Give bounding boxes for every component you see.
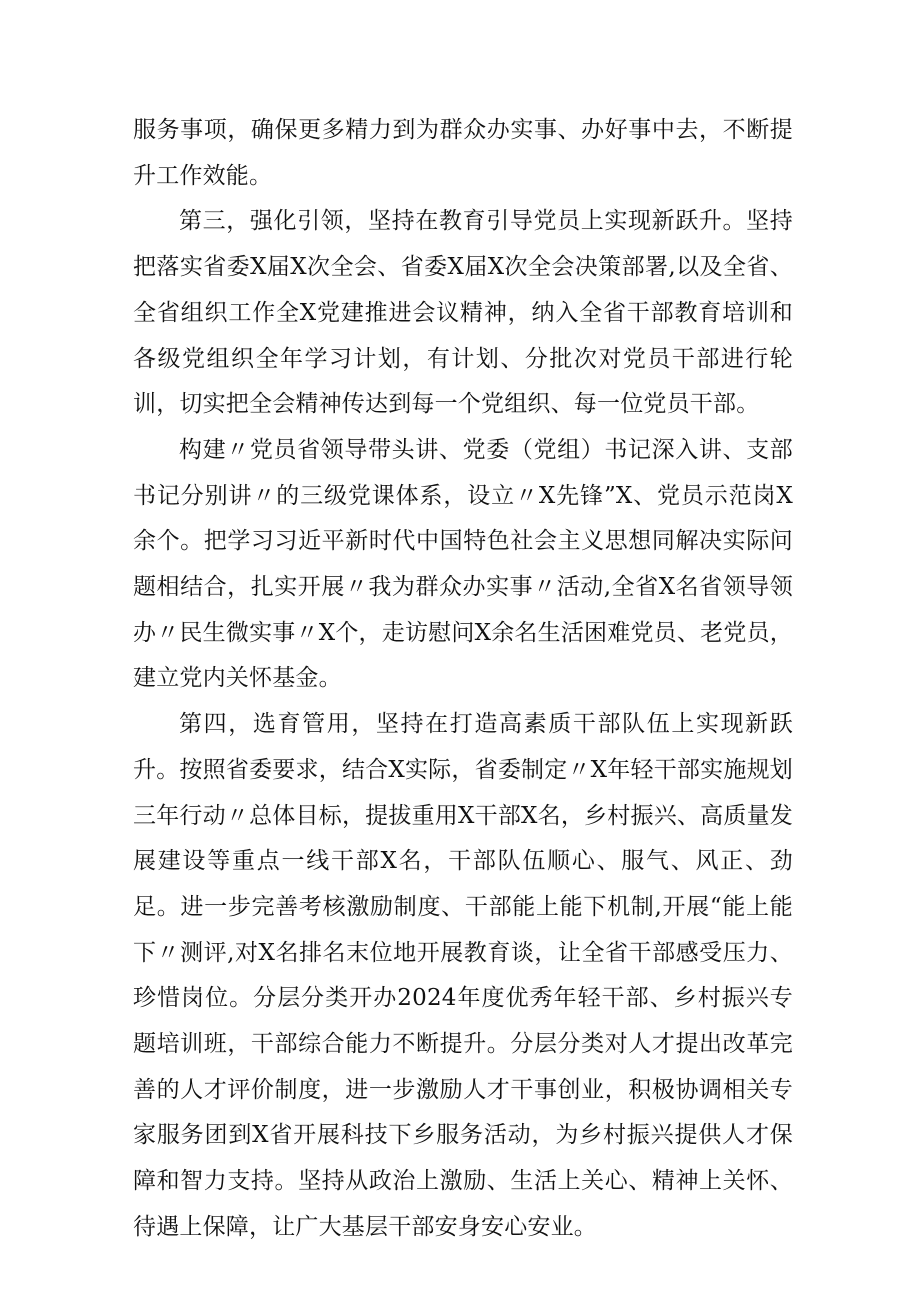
paragraph-third-point: 第三，强化引领，坚持在教育引导党员上实现新跃升。坚持把落实省委X届X次全会、省委X届X次全会决策部署,以及全省、全省组织工作全X党建推进会议精神，纳入全省干部教育培训和各级党组织全年学习计划，有计划、分批次对党员干部进行轮训，切实把全会精神传达到每一个党组织、每一位党员干部。 bbox=[133, 208, 793, 418]
paragraph-continuation: 服务事项，确保更多精力到为群众办实事、办好事中去，不断提升工作效能。 bbox=[133, 117, 793, 189]
paragraph-party-lecture-system: 构建〃党员省领导带头讲、党委（党组）书记深入讲、支部书记分别讲〃的三级党课体系，设立〃X先锋”X、党员示范岗X余个。把学习习近平新时代中国特色社会主义思想同解决实际问题相结合，扎实开展〃我为群众办实事〃活动,全省X名省领导领办〃民生微实事〃X个，走访慰问X余名生活困难党员、老党员，建立党内关怀基金。 bbox=[133, 436, 793, 692]
document-body bbox=[133, 108, 793, 1251]
paragraph-fourth-point: 第四，选育管用，坚持在打造高素质干部队伍上实现新跃升。按照省委要求，结合X实际，省委制定〃X年轻干部实施规划三年行动〃总体目标，提拔重用X干部X名，乡村振兴、高质量发展建设等重点一线干部X名，干部队伍顺心、服气、风正、劲足。进一步完善考核激励制度、干部能上能下机制,开展“能上能下〃测评,对X名排名末位地开展教育谈，让全省干部感受压力、珍惜岗位。分层分类开办2024年度优秀年轻干部、乡村振兴专题培训班，干部综合能力不断提升。分层分类对人才提出改革完善的人才评价制度，进一步激励人才干事创业，积极协调相关专家服务团到X省开展科技下乡服务活动，为乡村振兴提供人才保障和智力支持。坚持从政治上激励、生活上关心、精神上关怀、待遇上保障，让广大基层干部安身安心安业。 bbox=[133, 711, 793, 1240]
